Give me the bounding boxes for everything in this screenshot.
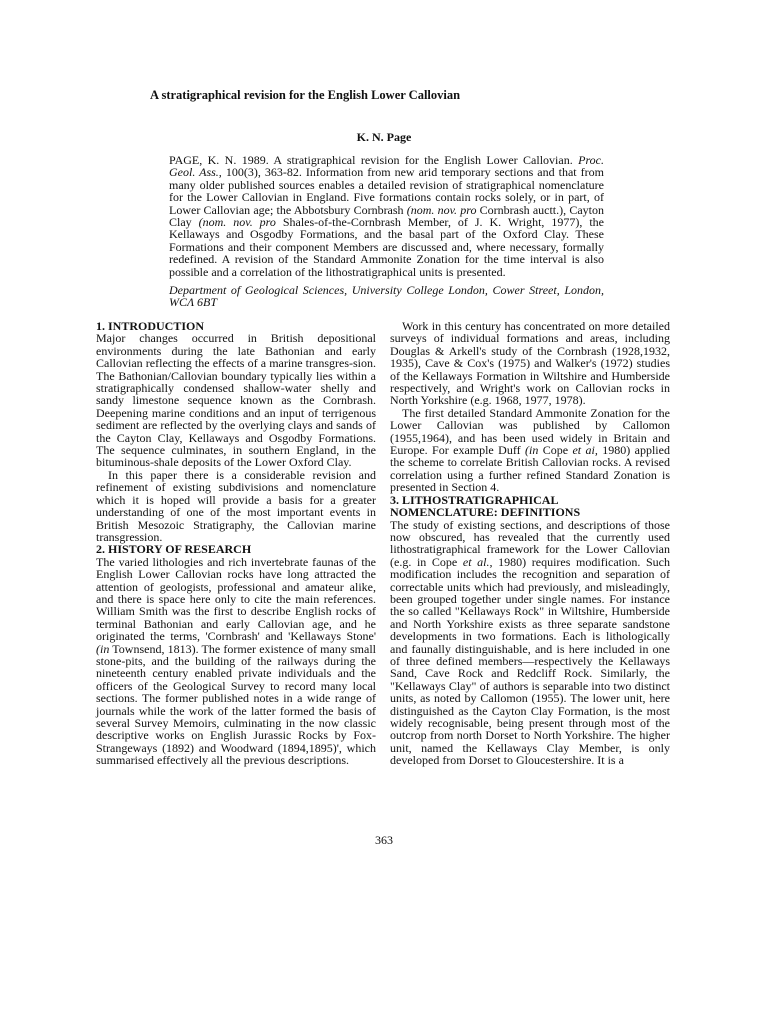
introduction-paragraph-1: Major changes occurred in British depositional environments during the late Bathonian and early Callovian reflecting the effects of a marine transgres-sion. The Bathonian/Callovian boundary typically lies within a stratigraphically condensed shallow-water shelly and sandy limestone sequence known as the Cornbrash. Deepening marine conditions and an input of terrigenous sediment are reflected by the overlying clays and sands of the Cayton Clay, Kellaways and Osgodby Formations. The sequence culminates, in southern England, in the bituminous-shale deposits of the Lower Oxford Clay.	[96, 331, 376, 470]
abstract-citation: PAGE, K. N. 1989. A stratigraphical revision for the English Lower Callovian.	[169, 153, 573, 167]
abstract-nom-nov-1: (nom. nov. pro	[406, 202, 477, 217]
zonation-text-2: Cope	[538, 443, 573, 458]
abstract-text-1: 100(3), 363-82. Information from new arid temporary sections and that from many older published sources enables a detailed revision of stratigraphical nomenclature for the Lower Callovian in England. Five formations contain rocks solely, or in part, of Lower Callovian age; the Abbotsbury Cornbrash	[169, 165, 604, 217]
author-affiliation: Department of Geological Sciences, University College London, Cower Street, London, WCΛ 6BT	[169, 283, 604, 310]
abstract	[169, 154, 604, 278]
zonation-et-ai: et ai,	[572, 443, 598, 458]
page-number: 363	[375, 833, 393, 847]
abstract-text-3: Shales-of-the-Cornbrash Member, of J. K. Wright, 1977), the Kellaways and Osgodby Formations, and the basal part of the Oxford Clay. These Formations and their component Members are discussed and, where necessary, formally redefined. A revision of the Standard Ammonite Zonation for the time interval is also possible and a correlation of the lithostratigraphical units is presented.	[169, 215, 605, 279]
author-name: K. N. Page	[356, 130, 412, 144]
history-paragraph-3	[390, 407, 670, 494]
section-heading-nomenclature	[390, 494, 670, 519]
introduction-paragraph-2: In this paper there is a considerable revision and refinement of existing subdivisions and nomenclature which it is hoped will provide a basis for a greater understanding of one of the most important events in British Mesozoic Stratigraphy, the Callovian marine transgression.	[96, 467, 376, 544]
history-paragraph	[96, 556, 376, 767]
left-column	[96, 320, 376, 767]
nomenclature-text-2: 1980) requires modification. Such modification includes the recognition and separation of correctable units which had previously, and misleadingly, been grouped together under single names. For instance the so called "Kellaways Rock" in Wiltshire, Humberside and North Yorkshire exists as three separate sandstone developments in two formations. Each is lithologically and faunally distinguishable, and is here included in one of three defined members—respectively the Kellaways Sand, Cave Rock and Redcliff Rock. Similarly, the "Kellaways Clay" of authors is separable into two distinct units, as noted by Callomon (1955). The lower unit, here distinguished as the Cayton Clay Formation, is the most widely recognisable, being present through most of the outcrop from north Dorset to North Yorkshire. The higher unit, named the Kellaways Clay Member, is only developed from Dorset to Gloucestershire. It is a	[390, 554, 670, 768]
zonation-text-1: The first detailed Standard Ammonite Zonation for the Lower Callovian was published by Callomon (1955,1964), and has been used widely in Britain and Europe. For example Duff	[390, 405, 670, 458]
nomenclature-et-al: et al.,	[462, 554, 493, 569]
history-paragraph-2: Work in this century has concentrated on more detailed surveys of individual formations and areas, including Douglas & Arkell's study of the Cornbrash (1928,1932, 1935), Cave & Cox's (1975) and Walker's (1972) studies of the Kellaways Formation in Wiltshire and Humberside respectively, and Wright's work on Callovian rocks in North Yorkshire (e.g. 1968, 1977, 1978).	[390, 319, 670, 408]
section-heading-introduction: 1. INTRODUCTION	[96, 319, 205, 333]
paper-title: A stratigraphical revision for the English Lower Callovian	[150, 88, 461, 102]
zonation-text-3: 1980) applied the scheme to correlate British Callovian rocks. A revised correlation using a further refined Standard Zonation is presented in Section 4.	[390, 443, 670, 495]
nomenclature-text-1: The study of existing sections, and descriptions of those now obscured, has revealed that the currently used lithostratigraphical framework for the Lower Callovian (e.g. in Cope	[390, 517, 670, 569]
abstract-text-2: Cornbrash auctt.), Cayton Clay	[169, 202, 604, 230]
right-column	[390, 320, 670, 767]
history-text-2: Townsend, 1813). The former existence of many small stone-pits, and the building of the railways during the nineteenth century enabled private individuals and the officers of the Geological Survey to record many local sections. The former published notes in a wide range of journals while the work of the latter formed the basis of several Survey Memoirs, culminating in the now classic descriptive works on English Jurassic Rocks by Fox-Strangeways (1892) and Woodward (1894,1895)', which summarised effectively all the previous descriptions.	[96, 641, 376, 768]
heading-line-2: NOMENCLATURE: DEFINITIONS	[390, 505, 581, 520]
history-in: (in	[96, 641, 110, 656]
heading-line-1: 3. LITHOSTRATIGRAPHICAL	[390, 492, 559, 507]
section-heading-history: 2. HISTORY OF RESEARCH	[96, 542, 252, 557]
nomenclature-paragraph	[390, 519, 670, 767]
history-text-1: The varied lithologies and rich invertebrate faunas of the English Lower Callovian rocks have long attracted the attention of geologists, professional and amateur alike, and there is space here only to cite the main references. William Smith was the first to describe English rocks of terminal Bathonian and early Callovian age, and he originated the terms, 'Cornbrash' and 'Kellaways Stone'	[96, 554, 376, 644]
zonation-in: (in	[525, 443, 539, 458]
abstract-journal: Proc. Geol. Ass.,	[169, 153, 604, 180]
abstract-nom-nov-2: (nom. nov. pro	[198, 215, 276, 230]
